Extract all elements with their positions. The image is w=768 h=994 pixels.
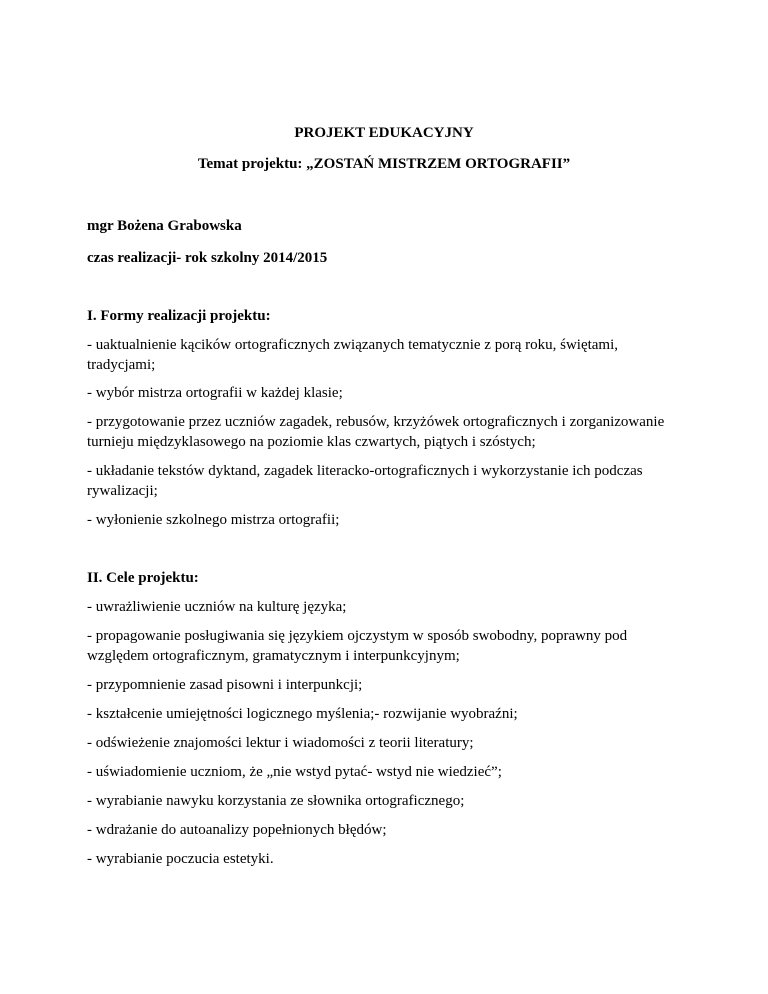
list-item: - wyrabianie nawyku korzystania ze słownika ortograficznego;	[87, 793, 465, 809]
section-heading-goals: II. Cele projektu:	[87, 570, 199, 586]
author-name: mgr Bożena Grabowska	[87, 218, 242, 234]
section-heading-forms: I. Formy realizacji projektu:	[87, 308, 271, 324]
list-item: - kształcenie umiejętności logicznego myślenia;- rozwijanie wyobraźni;	[87, 706, 518, 722]
list-item: - propagowanie posługiwania się językiem ojczystym w sposób swobodny, poprawny pod względem ortograficznym, gramatycznym i interpunkcyjnym;	[87, 628, 628, 664]
list-item: - uświadomienie uczniom, że „nie wstyd pytać- wstyd nie wiedzieć”;	[87, 764, 502, 780]
list-item: - układanie tekstów dyktand, zagadek literacko-ortograficznych i wykorzystanie ich podczas rywalizacji;	[87, 463, 643, 499]
list-item: - wyłonienie szkolnego mistrza ortografii;	[87, 512, 340, 528]
list-item: - wybór mistrza ortografii w każdej klasie;	[87, 385, 343, 401]
list-item: - wdrażanie do autoanalizy popełnionych błędów;	[87, 822, 387, 838]
list-item: - wyrabianie poczucia estetyki.	[87, 851, 274, 867]
document-title: PROJEKT EDUKACYJNY	[294, 125, 474, 141]
realization-period: czas realizacji- rok szkolny 2014/2015	[87, 250, 328, 266]
project-topic: Temat projektu: „ZOSTAŃ MISTRZEM ORTOGRAFII”	[197, 156, 571, 172]
list-item: - uwrażliwienie uczniów na kulturę języka;	[87, 599, 347, 615]
list-item: - uaktualnienie kącików ortograficznych związanych tematycznie z porą roku, świętami, tradycjami;	[87, 337, 619, 373]
list-item: - przypomnienie zasad pisowni i interpunkcji;	[87, 677, 363, 693]
list-item: - przygotowanie przez uczniów zagadek, rebusów, krzyżówek ortograficznych i zorganizowanie turnieju międzyklasowego na poziomie klas czwartych, piątych i szóstych;	[87, 414, 665, 450]
list-item: - odświeżenie znajomości lektur i wiadomości z teorii literatury;	[87, 735, 474, 751]
